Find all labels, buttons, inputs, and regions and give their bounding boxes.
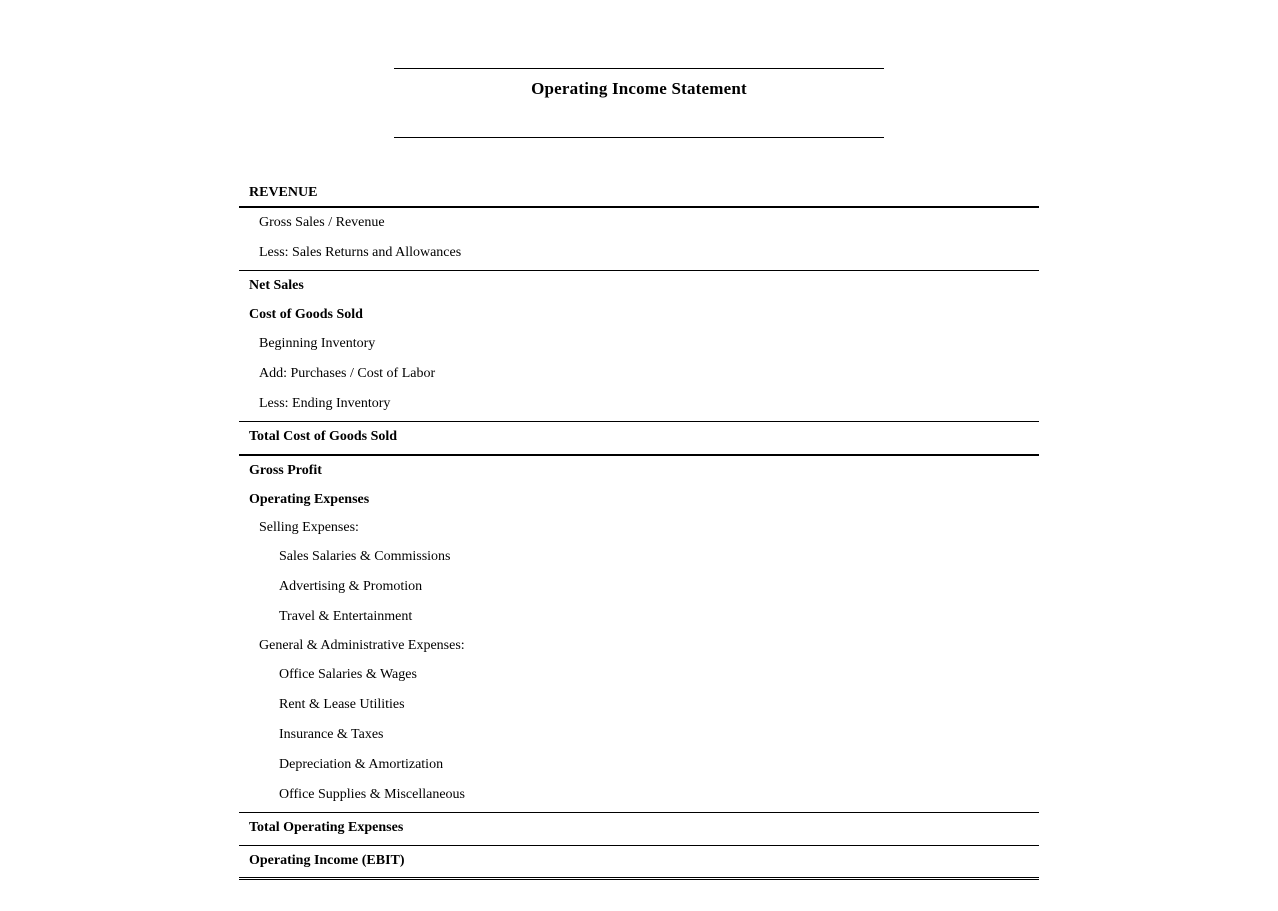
total-cogs-row <box>239 429 1039 445</box>
opex-header-row <box>239 492 1039 508</box>
gross-profit-label: Gross Profit <box>249 463 322 478</box>
divider <box>239 812 1039 813</box>
divider <box>239 877 1039 880</box>
line-item <box>239 667 1039 683</box>
operating-income-label: Operating Income (EBIT) <box>249 853 405 868</box>
advertising-label: Advertising & Promotion <box>279 579 423 594</box>
line-item <box>239 215 1039 231</box>
travel-label: Travel & Entertainment <box>279 609 413 624</box>
ga-header: General & Administrative Expenses: <box>259 638 465 653</box>
sales-returns-label: Less: Sales Returns and Allowances <box>259 245 462 260</box>
cogs-header: Cost of Goods Sold <box>249 307 363 322</box>
line-item <box>239 549 1039 565</box>
net-sales-row <box>239 278 1039 294</box>
line-item <box>239 697 1039 713</box>
line-item <box>239 396 1039 412</box>
sales-salaries-label: Sales Salaries & Commissions <box>279 549 451 564</box>
ending-inventory-label: Less: Ending Inventory <box>259 396 391 411</box>
title-block <box>394 68 884 138</box>
divider <box>239 421 1039 422</box>
depreciation-label: Depreciation & Amortization <box>279 757 444 772</box>
total-opex-label: Total Operating Expenses <box>249 820 404 835</box>
purchases-label: Add: Purchases / Cost of Labor <box>259 366 436 381</box>
line-item <box>239 609 1039 625</box>
gross-sales-label: Gross Sales / Revenue <box>259 215 385 230</box>
revenue-header-row <box>239 185 1039 201</box>
line-item <box>239 245 1039 261</box>
selling-header-row <box>239 520 1039 536</box>
divider <box>239 206 1039 208</box>
cogs-header-row <box>239 307 1039 323</box>
opex-header: Operating Expenses <box>249 492 370 507</box>
operating-income-row <box>239 853 1039 869</box>
line-item <box>239 787 1039 803</box>
line-item <box>239 366 1039 382</box>
net-sales-label: Net Sales <box>249 278 304 293</box>
selling-header: Selling Expenses: <box>259 520 359 535</box>
beginning-inventory-label: Beginning Inventory <box>259 336 376 351</box>
income-statement <box>239 175 1039 868</box>
divider <box>239 454 1039 456</box>
rent-label: Rent & Lease Utilities <box>279 697 405 712</box>
insurance-label: Insurance & Taxes <box>279 727 384 742</box>
line-item <box>239 579 1039 595</box>
divider <box>239 845 1039 846</box>
line-item <box>239 757 1039 773</box>
gross-profit-row <box>239 463 1039 479</box>
ga-header-row <box>239 638 1039 654</box>
line-item <box>239 727 1039 743</box>
total-cogs-label: Total Cost of Goods Sold <box>249 429 398 444</box>
revenue-header: REVENUE <box>249 185 318 200</box>
line-item <box>239 336 1039 352</box>
page-title: Operating Income Statement <box>531 79 747 98</box>
total-opex-row <box>239 820 1039 836</box>
divider <box>239 270 1039 271</box>
office-supplies-label: Office Supplies & Miscellaneous <box>279 787 465 802</box>
office-salaries-label: Office Salaries & Wages <box>279 667 417 682</box>
